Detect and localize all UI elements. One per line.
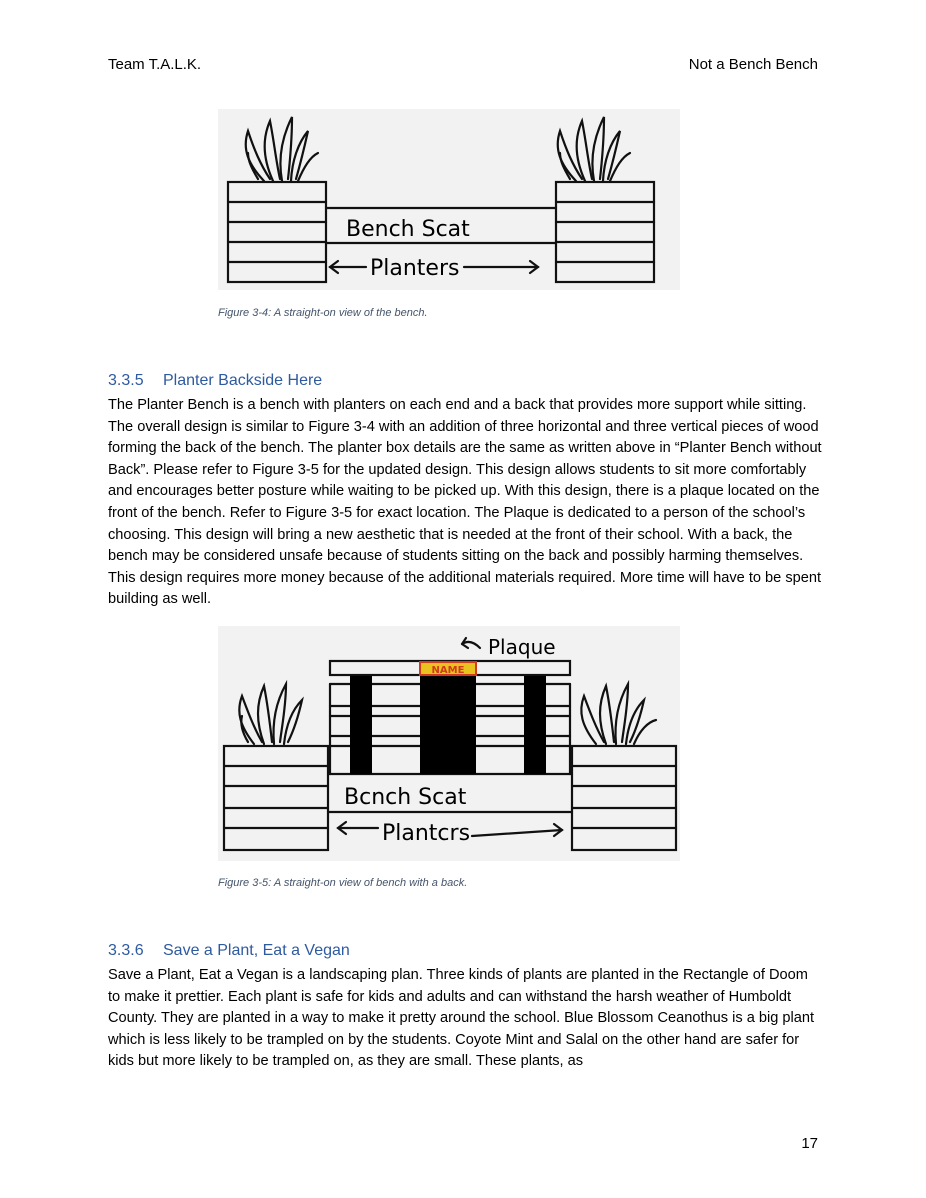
section-3-3-6-body: Save a Plant, Eat a Vegan is a landscaping plan. Three kinds of plants are planted in the Rectangle of Doom to make it prettier. Each plant is safe for kids and adults and can withstand the harsh weather of Humboldt County. They are planted in a way to make it pretty around the school. Blue Blossom Ceanothus is a big plant which is less likely to be trampled on by the students. Coyote Mint and Salal on the other hand are safer for kids but more likely to be trampled on, as they are small. These plants, as <box>108 967 815 1070</box>
header-document-title: Not a Bench Bench <box>688 56 818 73</box>
plaque-text: NAME <box>431 665 465 676</box>
section-heading-3-3-5 <box>108 372 322 390</box>
figure-bench-with-back <box>218 626 680 861</box>
section-title: Planter Backside Here <box>163 372 323 389</box>
right-plant-drawing <box>558 117 630 181</box>
bench-with-back-sketch <box>218 626 680 861</box>
figure-3-4-caption: Figure 3-4: A straight-on view of the bench. <box>218 307 428 319</box>
figure-bench-straight-on <box>218 109 680 290</box>
left-plant-drawing <box>239 684 302 744</box>
page-number: 17 <box>801 1135 818 1152</box>
bench-back-vertical-posts <box>350 676 546 774</box>
section-number: 3.3.6 <box>108 942 144 959</box>
planters-label: Plantcrs <box>382 821 471 846</box>
seat-label: Bcnch Scat <box>344 785 467 810</box>
section-heading-3-3-6 <box>108 942 350 960</box>
right-plant-drawing <box>581 684 656 744</box>
right-planter-box <box>556 182 654 282</box>
planters-label: Planters <box>370 256 460 281</box>
left-planter-box <box>224 746 328 850</box>
header-team-name: Team T.A.L.K. <box>108 56 202 73</box>
seat-label: Bench Scat <box>346 217 470 242</box>
bench-sketch <box>218 109 680 290</box>
left-plant-drawing <box>246 117 318 181</box>
section-title: Save a Plant, Eat a Vegan <box>163 942 350 959</box>
right-planter-box <box>572 746 676 850</box>
section-number: 3.3.5 <box>108 372 144 389</box>
section-3-3-5-body: The Planter Bench is a bench with planters on each end and a back that provides more support while sitting. The overall design is similar to Figure 3-4 with an addition of three horizontal and three vertical pieces of wood forming the back of the bench. The planter box details are the same as written above in “Planter Bench without Back”. Please refer to Figure 3-5 for the updated design. This design allows students to sit more comfortably and encourages better posture while waiting to be picked up. With this design, there is a plaque located on the front of the bench. Refer to Figure 3-5 for exact location. The Plaque is dedicated to a person of the school’s choosing. This design will bring a new aesthetic that is needed at the front of their school. With a back, the bench may be considered unsafe because of students sitting on the back and possibly harming themselves. This design requires more money because of the additional materials required. More time will have to be spent building as well. <box>108 397 822 608</box>
plaque-label: Plaque <box>488 635 556 659</box>
figure-3-5-caption: Figure 3-5: A straight-on view of bench with a back. <box>218 877 468 889</box>
left-planter-box <box>228 182 326 282</box>
plaque <box>420 662 476 676</box>
